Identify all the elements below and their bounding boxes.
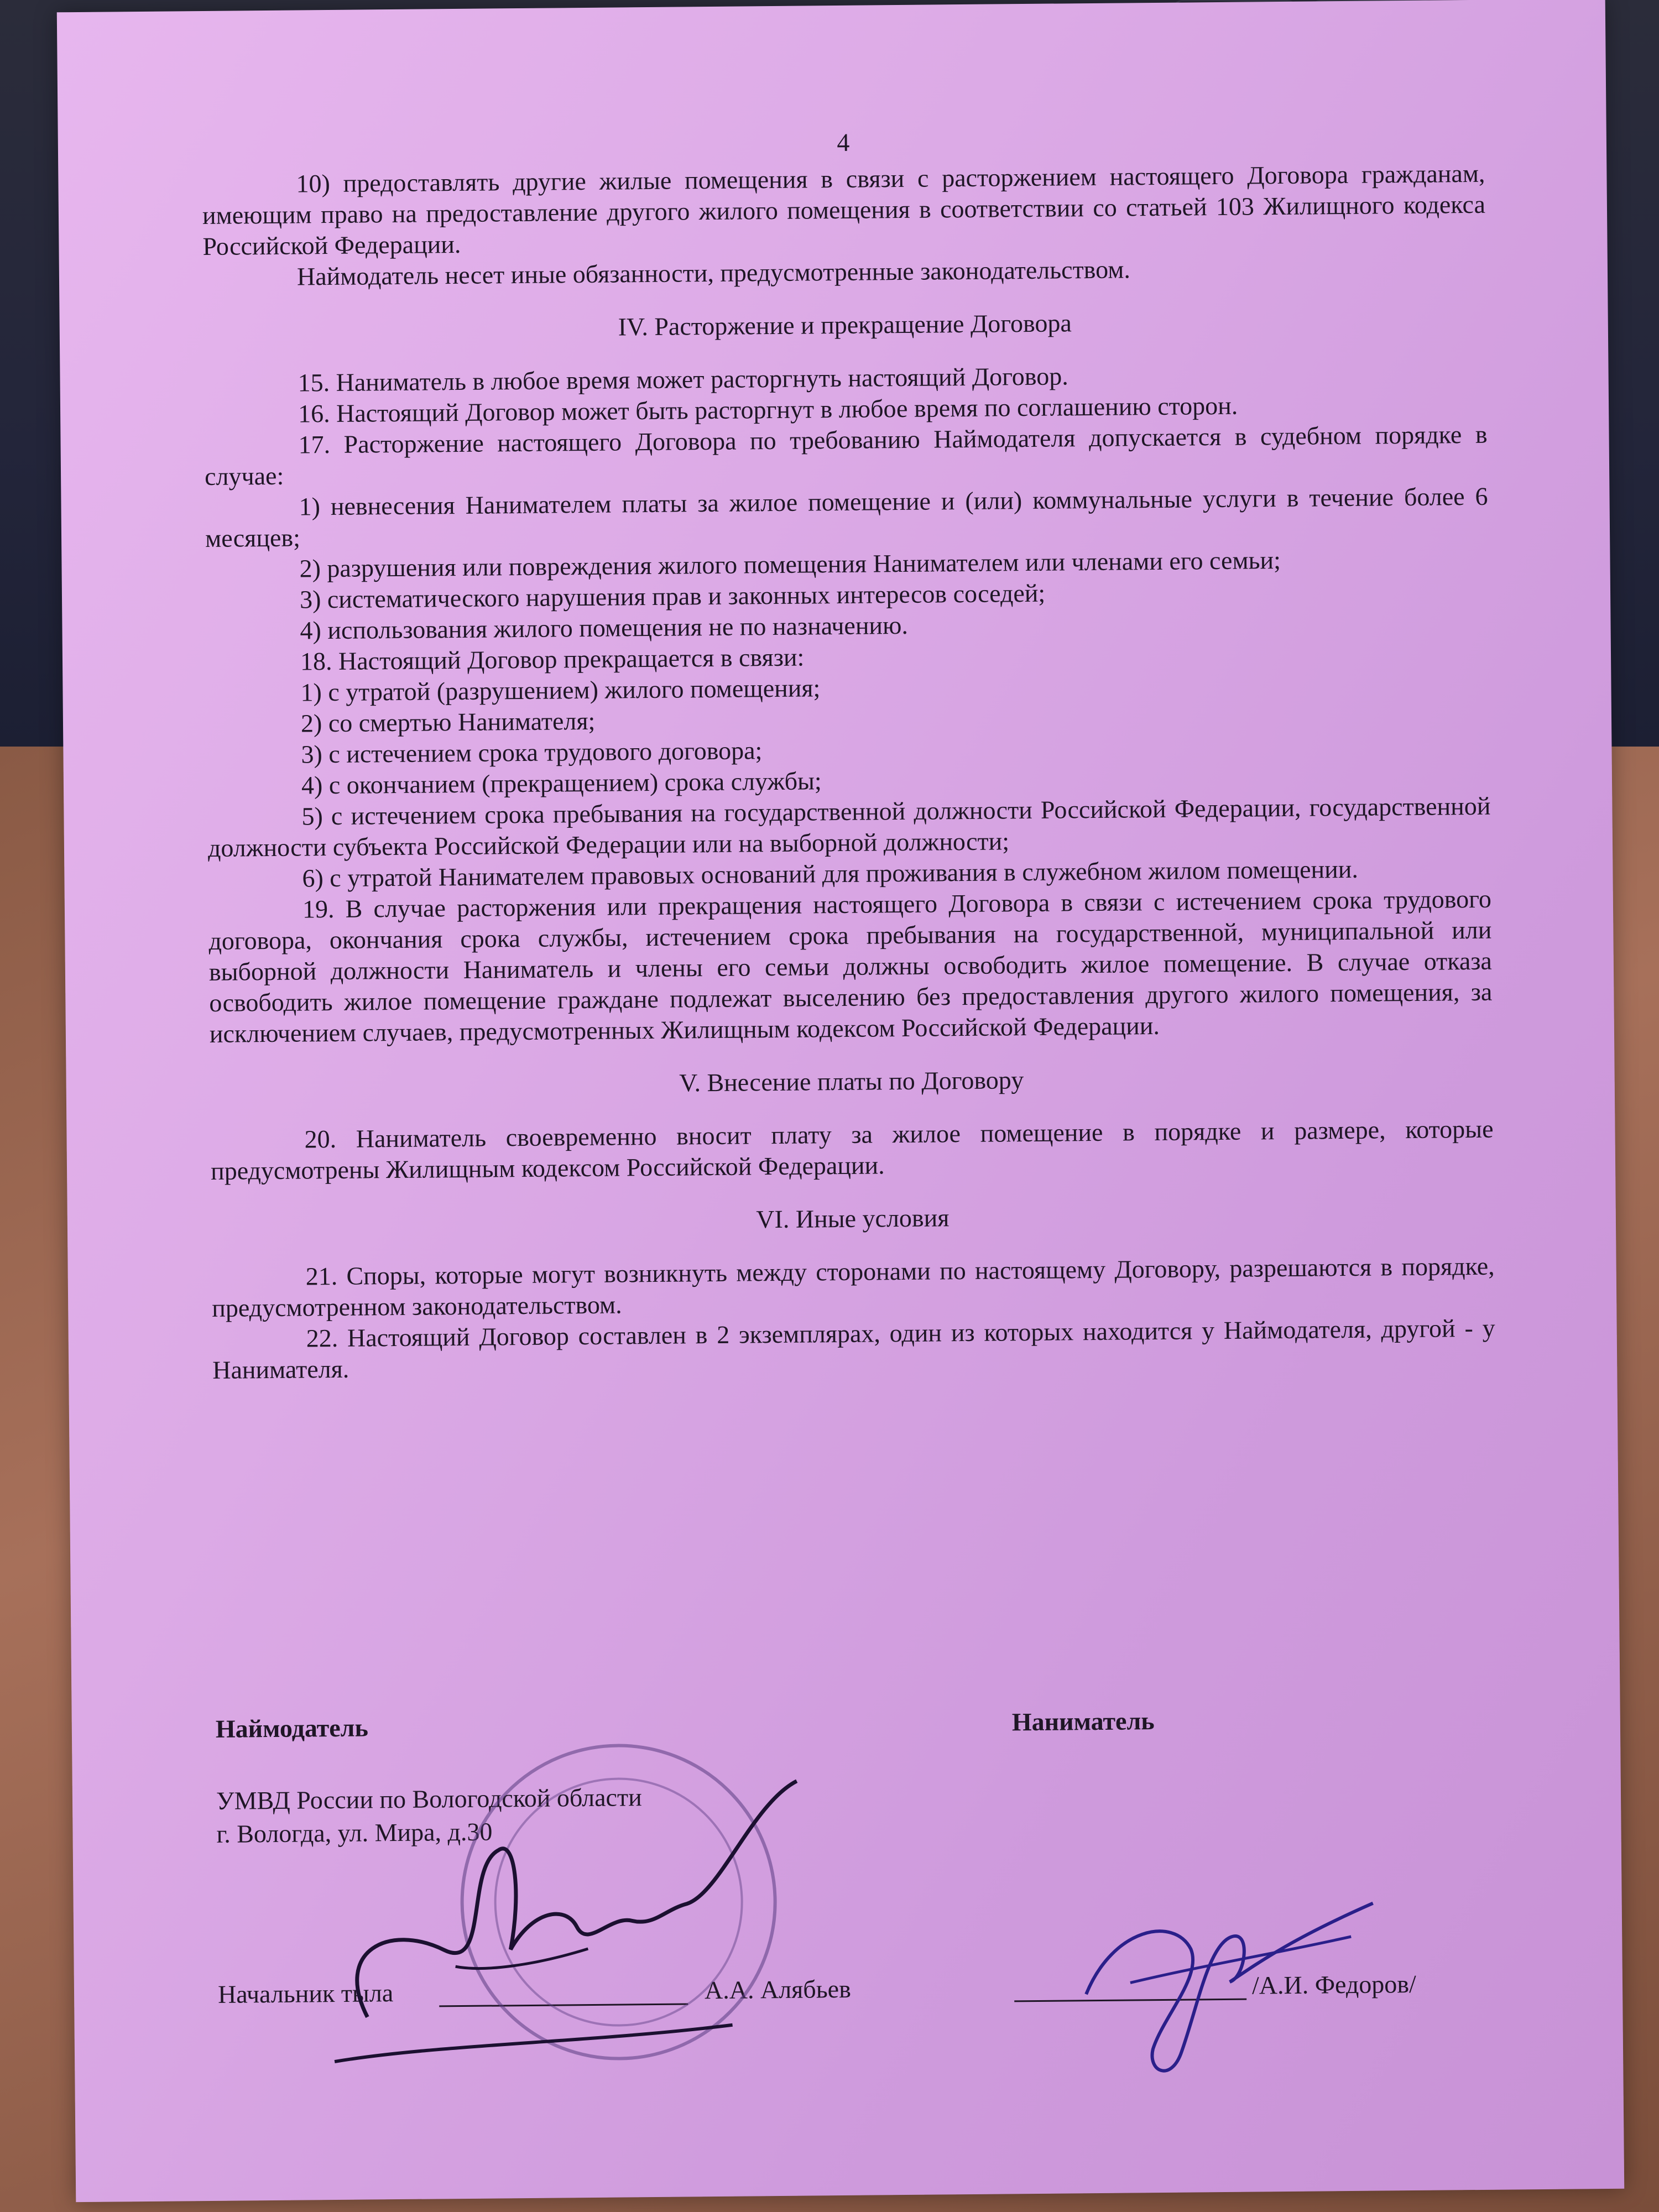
clause-10: 10) предоставлять другие жилые помещения в связи с расторжением настоящего Договора гражданам, имеющим право на предоставление другого жилого помещения в соответствии со статьей 103 Жилищного кодекса Российской Федерации. xyxy=(202,159,1486,261)
clause-15: 15. Наниматель в любое время может расторгнуть настоящий Договор. xyxy=(298,362,1068,397)
clause-18-3: 3) с истечением срока трудового договора; xyxy=(301,736,763,769)
clause-17-3: 3) систематического нарушения прав и законных интересов соседей; xyxy=(299,578,1046,614)
section-5-title: V. Внесение платы по Договору xyxy=(679,1066,1024,1097)
clause-18-5: 5) с истечением срока пребывания на государственной должности Российской Федерации, государственной должности субъекта Российской Федерации или на выборной должности; xyxy=(207,791,1491,862)
clause-19: 19. В случае расторжения или прекращения настоящего Договора в связи с истечением срока трудового договора, окончания срока службы, истечением срока пребывания на государственной, муниципальной или выборной должности Наниматель и члены его семьи должны освободить жилое помещение. В случае отказа освободить жилое помещение граждане подлежат выселению без предоставления другого жилого помещения, за исключением случаев, предусмотренных Жилищным кодексом Российской Федерации. xyxy=(208,884,1493,1048)
document-body xyxy=(202,122,1496,1386)
landlord-label: Наймодатель xyxy=(215,1713,369,1743)
landlord-address: г. Вологда, ул. Мира, д.30 xyxy=(216,1817,493,1848)
clause-18-6: 6) с утратой Нанимателем правовых оснований для проживания в служебном жилом помещении. xyxy=(302,854,1359,893)
clause-17: 17. Расторжение настоящего Договора по требованию Наймодателя допускается в судебном порядке в случае: xyxy=(204,420,1488,491)
clause-18-1: 1) с утратой (разрушением) жилого помещения; xyxy=(300,674,821,707)
clause-17-4: 4) использования жилого помещения не по назначению. xyxy=(300,611,909,645)
clause-17-1: 1) невнесения Нанимателем платы за жилое помещение и (или) коммунальные услуги в течение более 6 месяцев; xyxy=(205,482,1488,552)
clause-18-2: 2) со смертью Нанимателя; xyxy=(300,706,596,738)
landlord-obligations-note: Наймодатель несет иные обязанности, предусмотренные законодательством. xyxy=(296,255,1131,291)
clause-18-4: 4) с окончанием (прекращением) срока службы; xyxy=(301,766,822,800)
landlord-org: УМВД России по Вологодской области xyxy=(216,1783,642,1815)
clause-21: 21. Споры, которые могут возникнуть между сторонами по настоящему Договору, разрешаются в порядке, предусмотренном законодательством. xyxy=(212,1251,1495,1322)
tenant-name: /А.И. Федоров/ xyxy=(1251,1969,1416,2000)
clause-17-2: 2) разрушения или повреждения жилого помещения Нанимателем или членами его семьи; xyxy=(299,546,1281,583)
clause-18: 18. Настоящий Договор прекращается в связи: xyxy=(300,643,805,676)
document-page xyxy=(57,0,1624,2202)
landlord-signature xyxy=(299,1781,855,2117)
clause-22: 22. Настоящий Договор составлен в 2 экземплярах, один из которых находится у Наймодателя, другой - у Нанимателя. xyxy=(212,1313,1495,1384)
signature-block xyxy=(216,1703,1535,2046)
section-4-title: IV. Расторжение и прекращение Договора xyxy=(618,309,1072,341)
section-6-title: VI. Иные условия xyxy=(756,1203,950,1234)
tenant-signature xyxy=(1063,1870,1397,2105)
page-number: 4 xyxy=(837,128,850,156)
clause-16: 16. Настоящий Договор может быть расторгнут в любое время по соглашению сторон. xyxy=(298,391,1238,428)
landlord-position: Начальник тыла xyxy=(217,1979,394,2008)
clause-20: 20. Наниматель своевременно вносит плату за жилое помещение в порядке и размере, которые предусмотрены Жилищным кодексом Российской Федерации. xyxy=(210,1114,1494,1185)
landlord-name: А.А. Алябьев xyxy=(704,1974,852,2005)
tenant-label: Наниматель xyxy=(1011,1707,1155,1736)
